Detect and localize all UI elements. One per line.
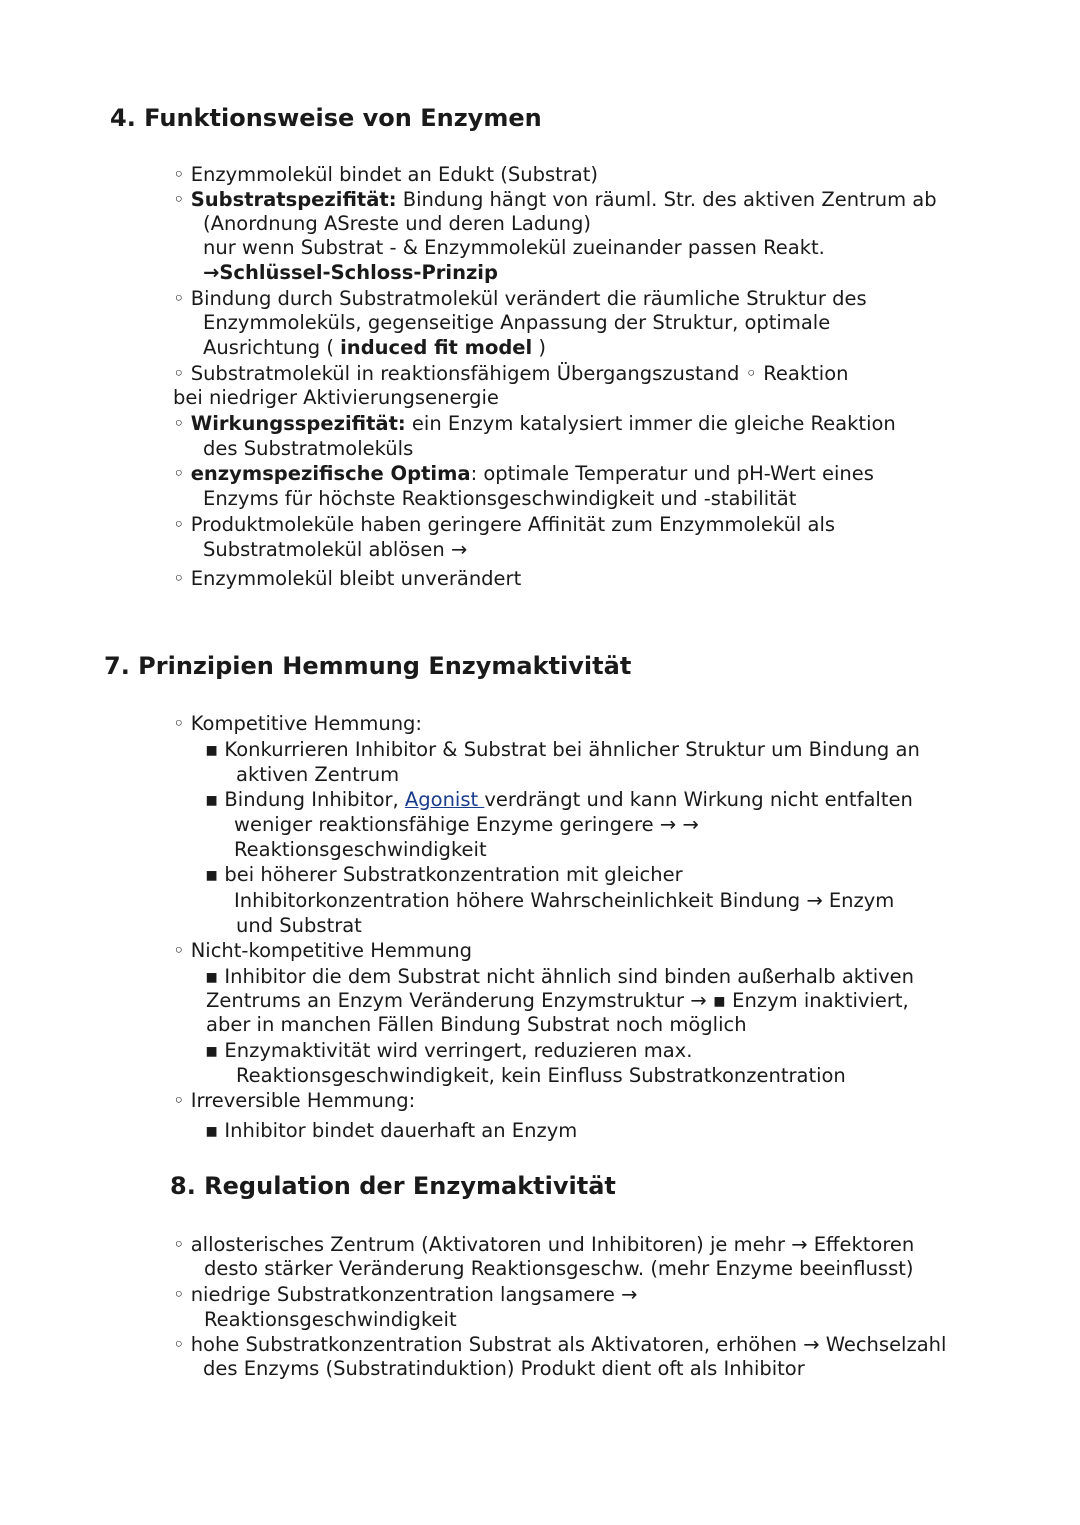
text-span: ein Enzym katalysiert immer die gleiche Reaktion	[405, 412, 896, 435]
text-line: Reaktionsgeschwindigkeit	[234, 838, 487, 861]
text-line: Enzyms für höchste Reaktionsgeschwindigkeit und -stabilität	[203, 487, 797, 510]
text-line: (Anordnung ASreste und deren Ladung)	[203, 212, 591, 235]
bullet: ◦	[173, 412, 191, 435]
section-title-7: 7. Prinzipien Hemmung Enzymaktivität	[104, 652, 632, 680]
text-span: : optimale Temperatur und pH-Wert eines	[470, 462, 874, 485]
text-line: Reaktionsgeschwindigkeit, kein Einfluss Substratkonzentration	[236, 1064, 846, 1087]
text-line	[203, 261, 498, 285]
text-line: ▪ Enzymaktivität wird verringert, reduzieren max.	[205, 1039, 693, 1062]
text-line: Enzymmoleküls, gegenseitige Anpassung der Struktur, optimale	[203, 311, 831, 334]
text-line: ▪ bei höherer Substratkonzentration mit gleicher	[205, 863, 683, 886]
bullet: ◦	[173, 188, 191, 211]
text-line	[173, 412, 896, 436]
text-line: ◦ niedrige Substratkonzentration langsamere →	[173, 1283, 638, 1306]
text-line	[205, 788, 913, 812]
text-line: ▪ Konkurrieren Inhibitor & Substrat bei ähnlicher Struktur um Bindung an	[205, 738, 920, 761]
text-line: ◦ Enzymmolekül bleibt unverändert	[173, 567, 522, 590]
text-line: ◦ Nicht-kompetitive Hemmung	[173, 939, 472, 962]
text-line: Substratmolekül ablösen →	[203, 538, 468, 561]
text-line: weniger reaktionsfähige Enzyme geringere → →	[234, 813, 699, 836]
text-line: ◦ Produktmoleküle haben geringere Affinität zum Enzymmolekül als	[173, 513, 836, 536]
text-line: ◦ hohe Substratkonzentration Substrat als Aktivatoren, erhöhen → Wechselzahl	[173, 1333, 947, 1356]
term-induced-fit: induced fit model	[340, 336, 533, 359]
text-line: Reaktionsgeschwindigkeit	[204, 1308, 457, 1331]
text-span: verdrängt und kann Wirkung nicht entfalten	[484, 788, 913, 811]
text-span: )	[532, 336, 547, 359]
term-wirkungsspezifitaet: Wirkungsspezifität:	[190, 412, 406, 435]
text-line	[173, 188, 937, 212]
text-line: ◦ Irreversible Hemmung:	[173, 1089, 416, 1112]
text-line: ▪ Inhibitor bindet dauerhaft an Enzym	[205, 1119, 578, 1142]
text-line: bei niedriger Aktivierungsenergie	[173, 386, 499, 409]
section-title-4: 4. Funktionsweise von Enzymen	[110, 104, 542, 132]
text-line: und Substrat	[236, 914, 362, 937]
bullet: ◦	[173, 462, 191, 485]
text-line	[203, 336, 546, 360]
text-line: des Substratmoleküls	[203, 437, 414, 460]
text-line: ◦ Bindung durch Substratmolekül verändert die räumliche Struktur des	[173, 287, 867, 310]
text-line: ◦ Enzymmolekül bindet an Edukt (Substrat)	[173, 163, 598, 186]
text-line: aber in manchen Fällen Bindung Substrat noch möglich	[206, 1013, 747, 1036]
text-line: nur wenn Substrat - & Enzymmolekül zueinander passen Reakt.	[203, 236, 825, 259]
text-line: Zentrums an Enzym Veränderung Enzymstruktur → ▪ Enzym inaktiviert,	[206, 989, 909, 1012]
text-line: ◦ Kompetitive Hemmung:	[173, 712, 422, 735]
text-line: ◦ allosterisches Zentrum (Aktivatoren und Inhibitoren) je mehr → Effektoren	[173, 1233, 915, 1256]
section-title-8: 8. Regulation der Enzymaktivität	[170, 1172, 616, 1200]
text-line	[173, 462, 874, 486]
text-line: ▪ Inhibitor die dem Substrat nicht ähnlich sind binden außerhalb aktiven	[205, 965, 915, 988]
text-span: Ausrichtung (	[203, 336, 341, 359]
term-substratspezifitaet: Substratspezifität:	[190, 188, 397, 211]
text-line: Inhibitorkonzentration höhere Wahrscheinlichkeit Bindung → Enzym	[234, 889, 895, 912]
term-optima: enzymspezifische Optima	[190, 462, 471, 485]
text-line: des Enzyms (Substratinduktion) Produkt dient oft als Inhibitor	[203, 1357, 805, 1380]
text-line: aktiven Zentrum	[236, 763, 400, 786]
term-schluessel-schloss: →Schlüssel-Schloss-Prinzip	[203, 261, 498, 284]
agonist-link[interactable]: Agonist	[404, 788, 485, 811]
text-span: ▪ Bindung Inhibitor,	[205, 788, 405, 811]
text-line: desto stärker Veränderung Reaktionsgeschw. (mehr Enzyme beeinflusst)	[204, 1257, 914, 1280]
text-line: ◦ Substratmolekül in reaktionsfähigem Übergangszustand ◦ Reaktion	[173, 362, 849, 385]
text-span: Bindung hängt von räuml. Str. des aktiven Zentrum ab	[396, 188, 937, 211]
